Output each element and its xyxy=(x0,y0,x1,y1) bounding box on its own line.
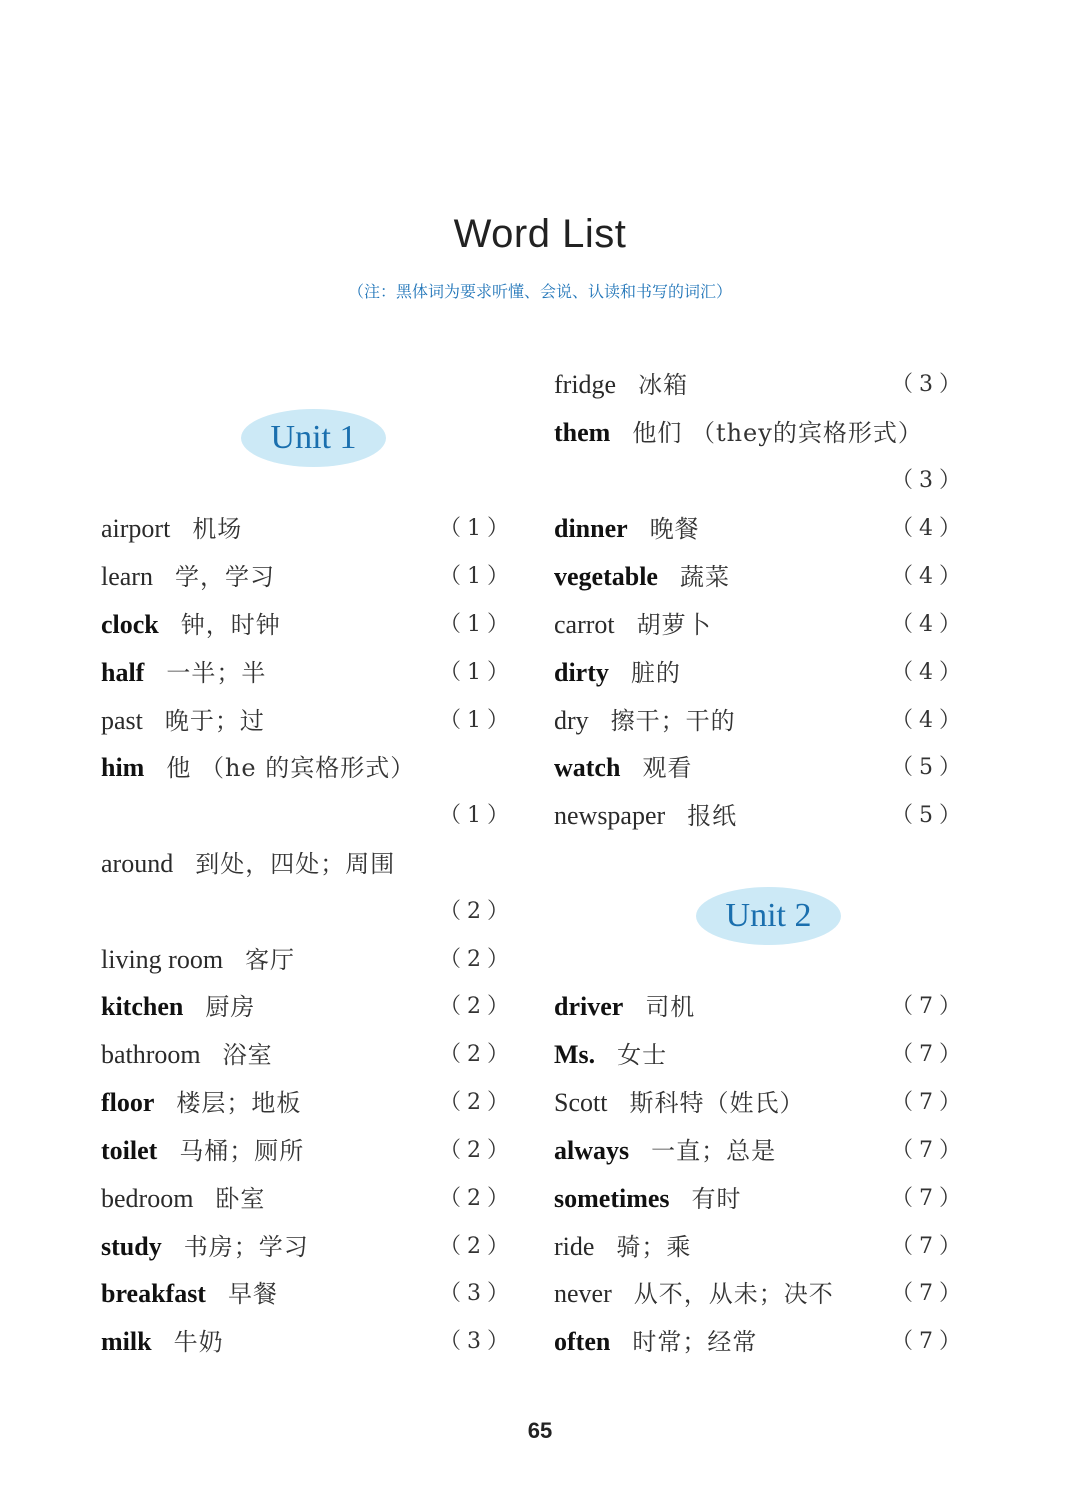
lesson-number: （2） xyxy=(439,1186,515,1211)
lesson-number: （7） xyxy=(891,1234,967,1259)
word-english: clock xyxy=(101,610,159,639)
word-english: dirty xyxy=(554,658,609,687)
word-meaning: 一半；半 xyxy=(166,659,267,687)
lesson-number: （2） xyxy=(439,1042,515,1067)
word-english: toilet xyxy=(101,1136,158,1165)
word-english: study xyxy=(101,1232,162,1261)
lesson-number: （5） xyxy=(891,803,967,828)
lesson-number: （2） xyxy=(439,1090,515,1115)
word-meaning: 骑；乘 xyxy=(616,1233,692,1261)
word-row xyxy=(101,1175,515,1223)
word-english: dinner xyxy=(554,514,628,543)
word-english: watch xyxy=(554,753,621,782)
word-english: around xyxy=(101,849,174,878)
unit1-badge: Unit 1 xyxy=(241,409,386,467)
word-meaning: 晚餐 xyxy=(649,515,700,543)
word-meaning: 牛奶 xyxy=(173,1328,224,1356)
word-english: carrot xyxy=(554,610,615,639)
lesson-number: （4） xyxy=(891,660,967,685)
word-english: them xyxy=(554,418,611,447)
word-row xyxy=(554,1318,967,1366)
word-row xyxy=(101,840,515,924)
lesson-number: （4） xyxy=(891,516,967,541)
unit2-badge: Unit 2 xyxy=(696,887,841,945)
word-row xyxy=(554,1223,967,1271)
word-english: often xyxy=(554,1327,611,1356)
lesson-number: （7） xyxy=(891,994,967,1019)
word-row xyxy=(554,553,967,601)
word-english: kitchen xyxy=(101,992,184,1021)
word-row xyxy=(101,744,515,828)
word-meaning: 到处，四处；周围 xyxy=(195,850,396,878)
page-number: 65 xyxy=(527,1418,553,1443)
word-english: airport xyxy=(101,514,171,543)
word-meaning: 从不，从未；决不 xyxy=(633,1280,834,1308)
word-english: never xyxy=(554,1279,612,1308)
word-row xyxy=(554,697,967,745)
lesson-number: （5） xyxy=(891,755,967,780)
word-meaning: 擦干；干的 xyxy=(610,707,736,735)
word-meaning: 一直；总是 xyxy=(651,1137,777,1165)
word-meaning: 厨房 xyxy=(205,993,256,1021)
word-meaning: 卧室 xyxy=(215,1185,266,1213)
word-meaning: 书房；学习 xyxy=(183,1233,309,1261)
word-english: sometimes xyxy=(554,1184,670,1213)
word-meaning: 晚于；过 xyxy=(164,707,265,735)
word-row xyxy=(554,1127,967,1175)
word-english: dry xyxy=(554,706,589,735)
word-english: bedroom xyxy=(101,1184,194,1213)
lesson-number: （2） xyxy=(439,899,515,924)
lesson-number: （3） xyxy=(439,1281,515,1306)
lesson-number: （7） xyxy=(891,1329,967,1354)
word-meaning: 他 （he 的宾格形式） xyxy=(166,754,416,782)
word-meaning: 报纸 xyxy=(687,802,738,830)
lesson-number: （7） xyxy=(891,1281,967,1306)
word-meaning: 楼层；地板 xyxy=(176,1089,302,1117)
lesson-number: （4） xyxy=(891,564,967,589)
word-english: driver xyxy=(554,992,624,1021)
lesson-number: （1） xyxy=(439,516,515,541)
word-row xyxy=(101,1127,515,1175)
word-english: bathroom xyxy=(101,1040,201,1069)
word-meaning: 早餐 xyxy=(227,1280,278,1308)
word-meaning: 女士 xyxy=(617,1041,668,1069)
lesson-number: （2） xyxy=(439,1138,515,1163)
lesson-number: （4） xyxy=(891,708,967,733)
word-meaning: 观看 xyxy=(642,754,693,782)
word-meaning: 冰箱 xyxy=(638,371,689,399)
lesson-number: （7） xyxy=(891,1042,967,1067)
word-meaning: 学，学习 xyxy=(174,563,275,591)
word-meaning: 钟，时钟 xyxy=(180,611,281,639)
word-row xyxy=(101,505,515,553)
word-row xyxy=(101,553,515,601)
word-english: living room xyxy=(101,945,224,974)
word-row xyxy=(101,649,515,697)
word-row xyxy=(554,505,967,553)
word-row xyxy=(101,936,515,984)
word-english: learn xyxy=(101,562,153,591)
word-row xyxy=(101,697,515,745)
word-english: newspaper xyxy=(554,801,666,830)
word-meaning: 他们 （they的宾格形式） xyxy=(632,419,923,447)
word-english: always xyxy=(554,1136,630,1165)
word-row xyxy=(554,1079,967,1127)
lesson-number: （3） xyxy=(891,468,967,493)
word-meaning: 斯科特（姓氏） xyxy=(629,1089,805,1117)
word-english: floor xyxy=(101,1088,155,1117)
word-meaning: 蔬菜 xyxy=(679,563,730,591)
lesson-number: （1） xyxy=(439,564,515,589)
lesson-number: （1） xyxy=(439,660,515,685)
word-meaning: 客厅 xyxy=(245,946,296,974)
word-row xyxy=(554,649,967,697)
word-english: past xyxy=(101,706,143,735)
lesson-number: （3） xyxy=(439,1329,515,1354)
lesson-number: （2） xyxy=(439,994,515,1019)
word-row xyxy=(101,1270,515,1318)
word-meaning: 机场 xyxy=(192,515,243,543)
word-english: ride xyxy=(554,1232,595,1261)
lesson-number: （7） xyxy=(891,1090,967,1115)
word-row xyxy=(101,1031,515,1079)
word-row xyxy=(554,601,967,649)
word-english: breakfast xyxy=(101,1279,206,1308)
word-row xyxy=(554,1175,967,1223)
lesson-number: （7） xyxy=(891,1138,967,1163)
word-english: vegetable xyxy=(554,562,658,591)
lesson-number: （2） xyxy=(439,947,515,972)
word-meaning: 时常；经常 xyxy=(632,1328,758,1356)
word-row xyxy=(101,983,515,1031)
lesson-number: （7） xyxy=(891,1186,967,1211)
word-row xyxy=(554,744,967,792)
word-meaning: 脏的 xyxy=(630,659,681,687)
lesson-number: （1） xyxy=(439,612,515,637)
word-row xyxy=(554,361,967,409)
word-row xyxy=(101,1223,515,1271)
word-row xyxy=(101,1079,515,1127)
word-row xyxy=(554,1270,967,1318)
lesson-number: （4） xyxy=(891,612,967,637)
word-english: Scott xyxy=(554,1088,608,1117)
word-english: half xyxy=(101,658,145,687)
word-english: fridge xyxy=(554,370,617,399)
lesson-number: （2） xyxy=(439,1234,515,1259)
word-meaning: 马桶；厕所 xyxy=(179,1137,305,1165)
word-row xyxy=(101,601,515,649)
word-english: him xyxy=(101,753,145,782)
word-meaning: 胡萝卜 xyxy=(636,611,712,639)
lesson-number: （1） xyxy=(439,803,515,828)
word-english: milk xyxy=(101,1327,152,1356)
lesson-number: （1） xyxy=(439,708,515,733)
page-title: Word List xyxy=(453,212,627,256)
word-row xyxy=(554,983,967,1031)
word-row xyxy=(554,792,967,840)
word-meaning: 浴室 xyxy=(222,1041,273,1069)
word-row xyxy=(101,1318,515,1366)
word-english: Ms. xyxy=(554,1040,596,1069)
word-meaning: 有时 xyxy=(691,1185,742,1213)
word-meaning: 司机 xyxy=(645,993,696,1021)
word-row xyxy=(554,409,967,493)
word-row xyxy=(554,1031,967,1079)
note-text: （注：黑体词为要求听懂、会说、认读和书写的词汇） xyxy=(347,282,732,301)
lesson-number: （3） xyxy=(891,372,967,397)
